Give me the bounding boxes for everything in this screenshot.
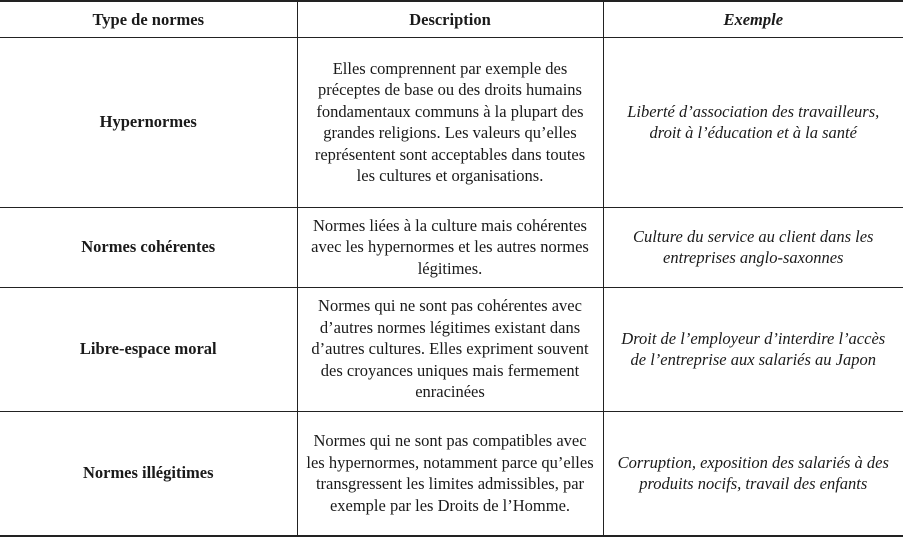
table-row — [0, 37, 903, 207]
example-cell: Culture du service au client dans les entreprises anglo-saxonnes — [603, 207, 903, 287]
type-cell: Normes cohérentes — [0, 207, 297, 287]
description-cell: Normes qui ne sont pas cohérentes avec d’autres normes légitimes existant dans d’autres cultures. Elles expriment souvent des croyances uniques mais fermement enracinées — [297, 287, 603, 411]
description-cell: Normes qui ne sont pas compatibles avec les hypernormes, notamment parce qu’elles transgressent les limites admissibles, par exemple par les Droits de l’Homme. — [297, 411, 603, 535]
header-description: Description — [297, 1, 603, 37]
example-cell: Liberté d’association des travailleurs, droit à l’éducation et à la santé — [603, 37, 903, 207]
header-example: Exemple — [603, 1, 903, 37]
table-header-row — [0, 1, 903, 37]
type-cell: Libre-espace moral — [0, 287, 297, 411]
table-row — [0, 411, 903, 535]
example-cell: Droit de l’employeur d’interdire l’accès de l’entreprise aux salariés au Japon — [603, 287, 903, 411]
header-type: Type de normes — [0, 1, 297, 37]
example-cell: Corruption, exposition des salariés à des produits nocifs, travail des enfants — [603, 411, 903, 535]
table-row — [0, 287, 903, 411]
type-cell: Normes illégitimes — [0, 411, 297, 535]
table-row — [0, 207, 903, 287]
description-cell: Normes liées à la culture mais cohérentes avec les hypernormes et les autres normes légitimes. — [297, 207, 603, 287]
description-cell: Elles comprennent par exemple des préceptes de base ou des droits humains fondamentaux communs à la plupart des grandes religions. Les valeurs qu’elles représentent sont acceptables dans toutes les cultures et organisations. — [297, 37, 603, 207]
type-cell: Hypernormes — [0, 37, 297, 207]
